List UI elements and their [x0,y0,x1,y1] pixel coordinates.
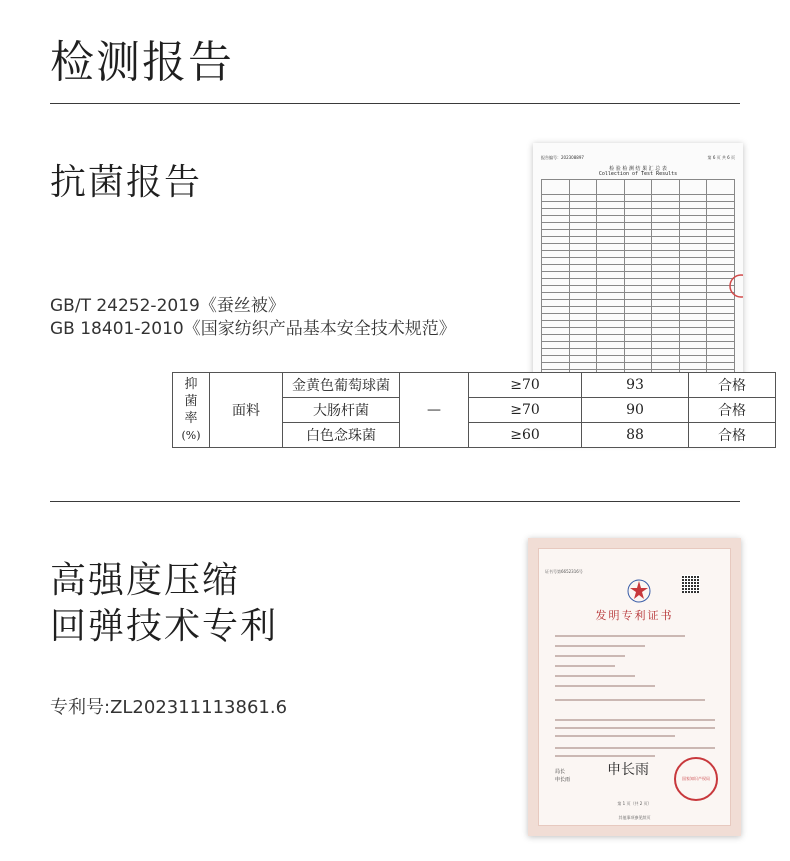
organism-cell: 大肠杆菌 [283,398,400,423]
standard-line: GB/T 24252-2019《蚕丝被》 [50,296,285,316]
result-cell: 90 [582,398,689,423]
red-stamp-icon [727,271,743,301]
page-title: 检测报告 [50,37,234,88]
result-cell: 93 [582,373,689,398]
verdict-cell: 合格 [689,398,776,423]
qr-code-icon [682,575,700,593]
official-seal: 国家知识产权局 [674,757,718,801]
text-line [555,685,655,687]
signer-name: 申长雨 [555,777,571,783]
patent-emblem-icon [627,579,651,603]
patent-title-line: 高强度压缩 [50,560,241,601]
organism-cell: 金黄色葡萄球菌 [283,373,400,398]
text-line [555,675,635,677]
row-header: 抑 菌 率 (%) [173,373,210,448]
certificate-footer: 其他事项参见续页 [618,815,651,820]
organism-cell: 白色念珠菌 [283,423,400,448]
certificate-page: 第 1 页（共 2 页） [617,801,652,806]
unit-cell: — [400,373,469,448]
text-line [555,747,715,749]
report-title: 检 验 检 测 结 果 汇 总 表 [609,166,667,172]
antibacterial-table [172,372,776,448]
divider [50,501,740,502]
requirement-cell: ≥70 [469,398,582,423]
signer-label: 局长 [555,769,566,775]
certificate-title: 发明专利证书 [595,609,674,622]
verdict-cell: 合格 [689,373,776,398]
verdict-cell: 合格 [689,423,776,448]
antibacterial-title: 抗菌报告 [50,162,203,203]
text-line [555,699,705,701]
requirement-cell: ≥70 [469,373,582,398]
report-number: 报告编号：202308897 [541,155,584,160]
text-line [555,635,685,637]
text-line [555,645,645,647]
patent-number: 专利号:ZL202311113861.6 [50,697,288,718]
text-line [555,727,715,729]
text-line [555,655,625,657]
patent-title-line: 回弹技术专利 [50,606,279,647]
patent-certificate [528,538,741,836]
text-line [555,735,675,737]
material-cell: 面料 [210,373,283,448]
text-line [555,755,655,757]
divider [50,103,740,104]
signature: 申长雨 [607,762,649,778]
text-line [555,665,615,667]
result-cell: 88 [582,423,689,448]
standard-line: GB 18401-2010《国家纺织产品基本安全技术规范》 [50,319,456,339]
certificate-number: 证书号第6652316号 [545,569,583,574]
report-title-en: Collection of Test Results [598,171,678,177]
requirement-cell: ≥60 [469,423,582,448]
report-page: 第 6 页 共 6 页 [707,155,735,160]
text-line [555,719,715,721]
